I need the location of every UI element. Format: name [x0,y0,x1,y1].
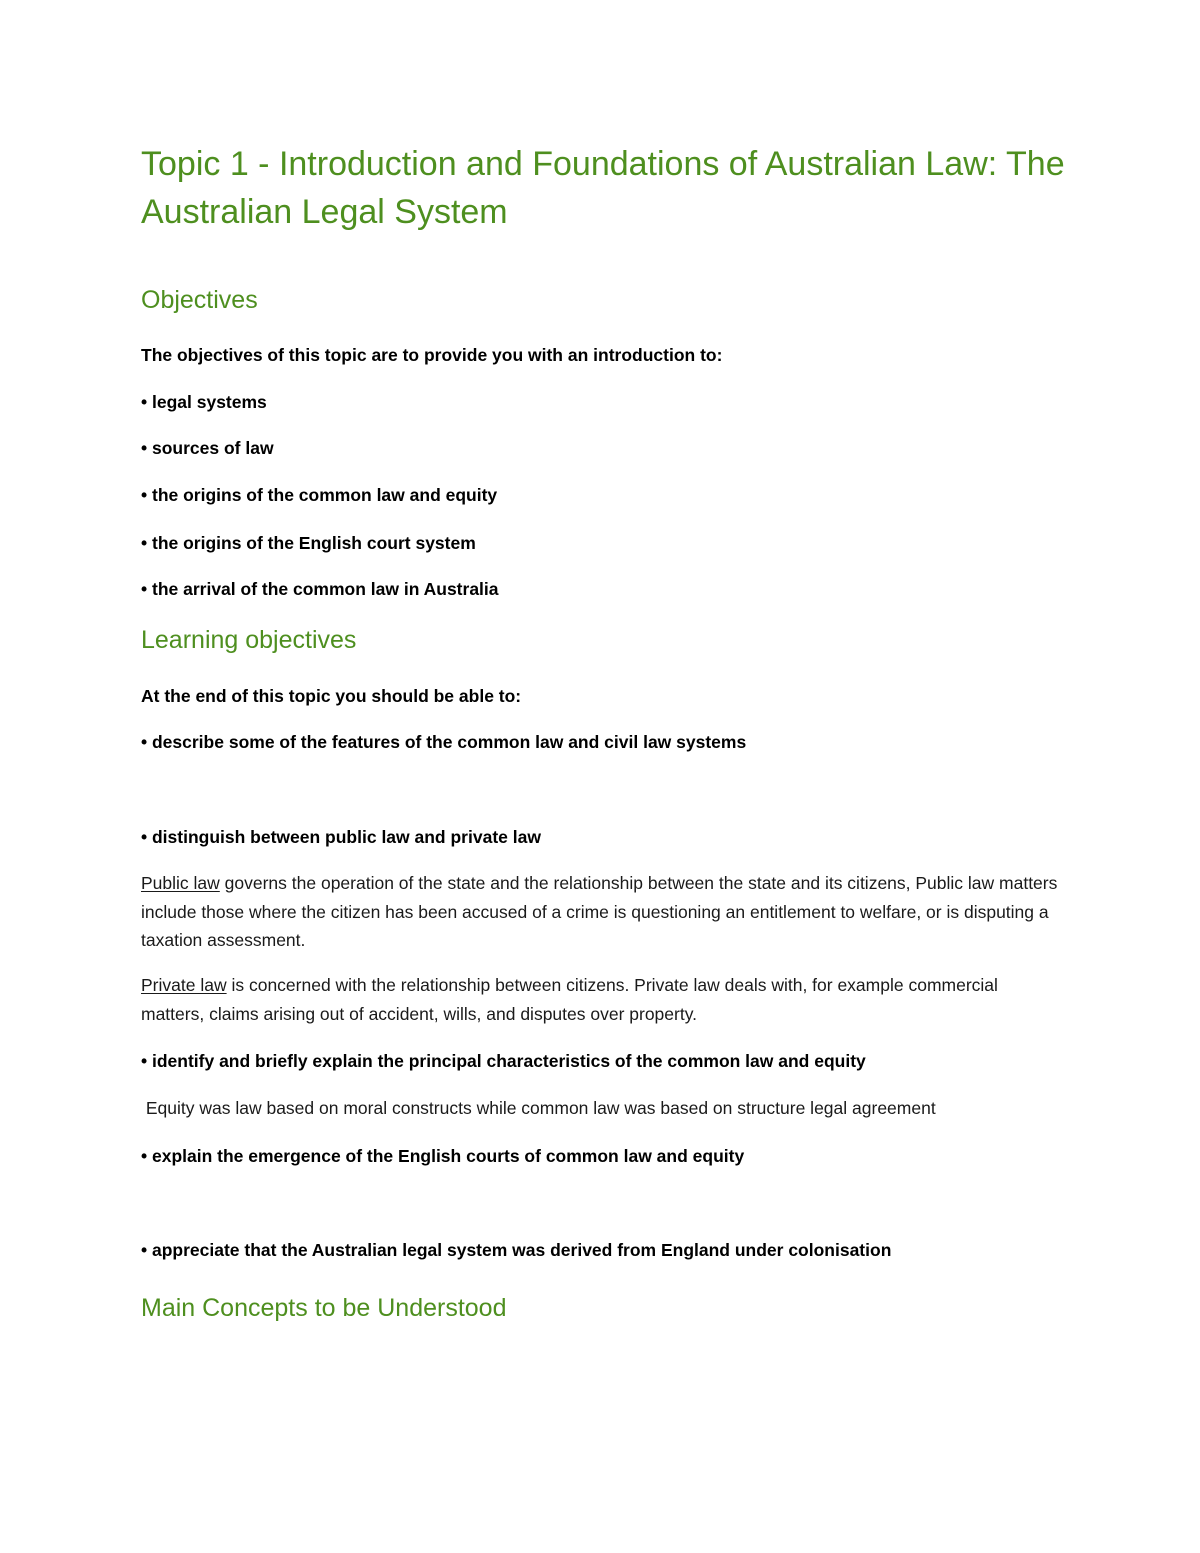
objectives-intro: The objectives of this topic are to provide you with an introduction to: [141,345,723,365]
public-law-paragraph [141,869,1061,955]
learning-item-appreciate-derivation: • appreciate that the Australian legal system was derived from England under colonisation [141,1240,892,1260]
objective-item-origins-court-system: • the origins of the English court system [141,533,476,553]
objective-item-origins-common-law: • the origins of the common law and equity [141,485,498,505]
private-law-paragraph [141,971,1061,1028]
objective-item-sources-of-law: • sources of law [141,438,274,458]
public-law-term: Public law [141,873,220,893]
main-concepts-heading: Main Concepts to be Understood [141,1294,507,1322]
private-law-term: Private law [141,975,227,995]
objective-item-arrival-common-law: • the arrival of the common law in Australia [141,579,499,599]
learning-item-identify-characteristics: • identify and briefly explain the principal characteristics of the common law and equity [141,1051,866,1071]
learning-item-explain-emergence: • explain the emergence of the English courts of common law and equity [141,1146,745,1166]
private-law-text: is concerned with the relationship between citizens. Private law deals with, for example commercial matters, claims arising out of accident, wills, and disputes over property. [141,975,998,1024]
learning-objectives-intro: At the end of this topic you should be able to: [141,686,522,706]
learning-item-distinguish-public-private: • distinguish between public law and private law [141,827,541,847]
document-title: Topic 1 - Introduction and Foundations of Australian Law: The Australian Legal System [141,145,1065,231]
objective-item-legal-systems: • legal systems [141,392,267,412]
objectives-heading: Objectives [141,286,258,314]
public-law-text: governs the operation of the state and the relationship between the state and its citizens, Public law matters include those where the citizen has been accused of a crime is questioning an entitlement to welfare, or is disputing a taxation assessment. [141,873,1058,950]
equity-note: Equity was law based on moral constructs while common law was based on structure legal agreement [141,1098,936,1118]
learning-objectives-heading: Learning objectives [141,626,357,654]
learning-item-describe-features: • describe some of the features of the common law and civil law systems [141,732,747,752]
